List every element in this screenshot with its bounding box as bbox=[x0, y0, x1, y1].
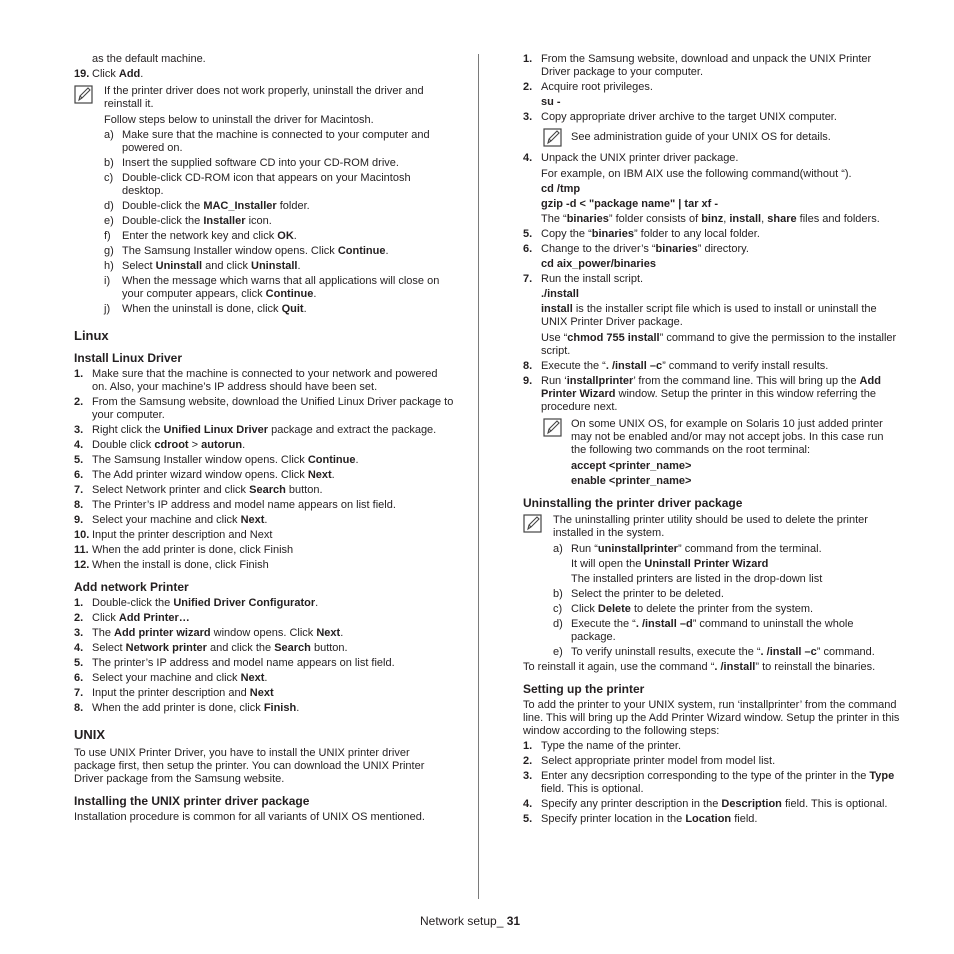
list-text: When the uninstall is done, click Quit. bbox=[122, 303, 307, 315]
uninstall-heading: Uninstalling the printer driver package bbox=[523, 496, 743, 510]
list-number: b) bbox=[104, 157, 114, 169]
list-item bbox=[74, 597, 454, 610]
list-item bbox=[74, 368, 454, 394]
list-text: Specify any printer description in the Description field. This is optional. bbox=[541, 798, 888, 810]
list-number: 4. bbox=[74, 439, 84, 451]
step-19: 19. Click Add. bbox=[74, 68, 144, 80]
list-item bbox=[74, 275, 454, 301]
list-text: Insert the supplied software CD into your CD-ROM drive. bbox=[122, 157, 399, 169]
cmd-su: su - bbox=[541, 96, 561, 108]
linux-heading: Linux bbox=[74, 328, 109, 343]
installing-unix-heading: Installing the UNIX printer driver package bbox=[74, 794, 310, 808]
list-item bbox=[74, 439, 454, 452]
unix-step-8: 8. Execute the “. /install –c” command to verify install results. bbox=[523, 360, 829, 372]
list-number: g) bbox=[104, 245, 114, 257]
list-number: i) bbox=[104, 275, 111, 287]
footer-label: Network setup_ bbox=[420, 914, 507, 928]
setup-steps bbox=[523, 740, 901, 826]
list-item bbox=[74, 484, 454, 497]
list-item bbox=[74, 672, 454, 685]
list-number: 2. bbox=[523, 755, 533, 767]
uninstall-step-a: a) Run “uninstallprinter” command from the terminal. bbox=[553, 543, 822, 555]
list-text: Double-click the Unified Driver Configurator. bbox=[92, 597, 319, 609]
network-steps bbox=[74, 597, 454, 715]
list-text: Select your machine and click Next. bbox=[92, 672, 268, 684]
unix-intro: To use UNIX Printer Driver, you have to install the UNIX printer driver package first, then setup the printer. You can download the UNIX Printer Driver package from the Samsung website. bbox=[74, 747, 425, 785]
intro-tail: as the default machine. bbox=[92, 53, 206, 65]
list-number: 12. bbox=[74, 559, 90, 571]
list-number: 6. bbox=[74, 469, 84, 481]
reinstall-text: To reinstall it again, use the command “. /install” to reinstall the binaries. bbox=[523, 661, 876, 673]
left-column bbox=[74, 53, 454, 826]
list-item bbox=[523, 740, 901, 753]
list-text: Type the name of the printer. bbox=[541, 740, 682, 752]
list-text: Select Network printer and click Search button. bbox=[92, 484, 323, 496]
cmd-cd-tmp: cd /tmp bbox=[541, 183, 581, 195]
page-footer bbox=[420, 915, 520, 928]
list-number: j) bbox=[104, 303, 111, 315]
list-number: h) bbox=[104, 260, 114, 272]
list-text: The Add printer wizard window opens. Click Next. bbox=[92, 627, 344, 639]
list-text: Select Network printer and click the Search button. bbox=[92, 642, 348, 654]
list-item bbox=[74, 469, 454, 482]
list-item bbox=[74, 157, 454, 170]
solaris-note: On some UNIX OS, for example on Solaris 10 just added printer may not be enabled and/or may not accept jobs. In this case run the following two commands on the root terminal: accept <printer_name> enable <printer_name> bbox=[523, 418, 901, 488]
list-number: e) bbox=[104, 215, 114, 227]
list-text: From the Samsung website, download the Unified Linux Driver package to your computer. bbox=[92, 396, 454, 421]
list-item bbox=[74, 200, 454, 213]
list-item bbox=[74, 627, 454, 640]
list-text: Select your machine and click Next. bbox=[92, 514, 268, 526]
cmd-accept: accept <printer_name> bbox=[571, 460, 692, 472]
list-item bbox=[74, 657, 454, 670]
install-linux-heading: Install Linux Driver bbox=[74, 351, 183, 365]
list-item bbox=[74, 129, 454, 155]
list-text: Double-click CD-ROM icon that appears on your Macintosh desktop. bbox=[122, 172, 411, 197]
list-item bbox=[74, 260, 454, 273]
list-number: c) bbox=[104, 172, 114, 184]
list-text: Specify printer location in the Location field. bbox=[541, 813, 758, 825]
list-number: 5. bbox=[74, 454, 84, 466]
page-number: 31 bbox=[506, 914, 521, 928]
list-text: When the message which warns that all applications will close on your computer appears, click Continue. bbox=[122, 275, 440, 300]
note-pencil-icon bbox=[543, 128, 563, 148]
list-text: Double click cdroot > autorun. bbox=[92, 439, 246, 451]
list-item bbox=[523, 813, 901, 826]
list-text: Double-click the MAC_Installer folder. bbox=[122, 200, 310, 212]
list-number: d) bbox=[104, 200, 114, 212]
unix-heading: UNIX bbox=[74, 727, 106, 742]
list-text: Make sure that the machine is connected to your network and powered on. Also, your machine’s IP address should have been set. bbox=[92, 368, 438, 393]
list-item bbox=[523, 798, 901, 811]
list-text: When the add printer is done, click Finish bbox=[92, 544, 294, 556]
binaries-desc: The “binaries” folder consists of binz, install, share files and folders. bbox=[541, 213, 880, 225]
list-text: Input the printer description and Next bbox=[92, 687, 274, 699]
list-number: 6. bbox=[74, 672, 84, 684]
list-number: 9. bbox=[74, 514, 84, 526]
cmd-gzip: gzip -d < "package name" | tar xf - bbox=[541, 198, 719, 210]
list-text: Make sure that the machine is connected to your computer and powered on. bbox=[122, 129, 430, 154]
list-item bbox=[74, 245, 454, 258]
cmd-cd-aix: cd aix_power/binaries bbox=[541, 258, 656, 270]
mac-uninstall-steps bbox=[74, 129, 454, 316]
list-item bbox=[74, 687, 454, 700]
list-number: 2. bbox=[74, 396, 84, 408]
list-number: 1. bbox=[74, 368, 84, 380]
admin-guide-note: See administration guide of your UNIX OS for details. bbox=[523, 128, 901, 150]
list-number: 8. bbox=[74, 499, 84, 511]
list-number: 10. bbox=[74, 529, 90, 541]
setup-intro: To add the printer to your UNIX system, run ‘installprinter’ from the command line. This will bring up the Add Printer Wizard window. Setup the printer in this window according to the following steps: bbox=[523, 699, 900, 737]
list-text: Input the printer description and Next bbox=[92, 529, 273, 541]
list-number: 7. bbox=[74, 484, 84, 496]
list-text: Enter any decsription corresponding to the type of the printer in the Type field. This is optional. bbox=[541, 770, 895, 795]
list-item bbox=[74, 215, 454, 228]
list-number: 11. bbox=[74, 544, 89, 556]
column-divider bbox=[478, 54, 479, 899]
list-number: 3. bbox=[74, 627, 84, 639]
unix-step-4: 4. Unpack the UNIX printer driver package. bbox=[523, 152, 739, 164]
list-number: f) bbox=[104, 230, 111, 242]
installing-unix-text: Installation procedure is common for all variants of UNIX OS mentioned. bbox=[74, 811, 425, 823]
list-item bbox=[523, 755, 901, 768]
uninstall-step-e: e) To verify uninstall results, execute the “. /install –c” command. bbox=[553, 646, 875, 658]
uninstall-step-c: c) Click Delete to delete the printer from the system. bbox=[553, 603, 814, 615]
list-text: Click Add Printer… bbox=[92, 612, 190, 624]
list-text: The Add printer wizard window opens. Click Next. bbox=[92, 469, 335, 481]
note-pencil-icon bbox=[74, 85, 94, 105]
note-pencil-icon bbox=[523, 514, 543, 534]
unix-step-9: 9. Run ‘installprinter’ from the command line. This will bring up the Add Printer Wizard window. Setup the printer in this window referring the procedure next. bbox=[523, 375, 881, 413]
list-item bbox=[74, 499, 454, 512]
list-number: 1. bbox=[523, 740, 533, 752]
cmd-enable: enable <printer_name> bbox=[571, 475, 692, 487]
list-text: Select Uninstall and click Uninstall. bbox=[122, 260, 301, 272]
unix-step-1: 1. From the Samsung website, download and unpack the UNIX Printer Driver package to your computer. bbox=[523, 53, 872, 78]
list-item bbox=[74, 612, 454, 625]
unix-step-6: 6. Change to the driver’s “binaries” directory. bbox=[523, 243, 749, 255]
install-desc: install is the installer script file which is used to install or uninstall the UNIX Printer Driver package. bbox=[541, 303, 877, 328]
list-item bbox=[523, 770, 901, 796]
uninstall-step-d: d) Execute the “. /install –d” command to uninstall the whole package. bbox=[553, 618, 854, 643]
list-number: 7. bbox=[74, 687, 84, 699]
unix-step-2: 2. Acquire root privileges. bbox=[523, 81, 653, 93]
unix-step-5: 5. Copy the “binaries” folder to any local folder. bbox=[523, 228, 760, 240]
cmd-install: ./install bbox=[541, 288, 579, 300]
list-item bbox=[74, 702, 454, 715]
list-text: Double-click the Installer icon. bbox=[122, 215, 272, 227]
mac-uninstall-note bbox=[74, 85, 454, 127]
setup-heading: Setting up the printer bbox=[523, 682, 645, 696]
list-text: The Printer’s IP address and model name appears on list field. bbox=[92, 499, 396, 511]
list-item bbox=[74, 642, 454, 655]
unix-step-7: 7. Run the install script. bbox=[523, 273, 644, 285]
uninstall-list: The installed printers are listed in the drop-down list bbox=[571, 573, 823, 585]
uninstall-step-b: b) Select the printer to be deleted. bbox=[553, 588, 724, 600]
list-item bbox=[74, 396, 454, 422]
list-item bbox=[74, 559, 454, 572]
list-item bbox=[74, 230, 454, 243]
list-text: The Samsung Installer window opens. Click Continue. bbox=[92, 454, 359, 466]
list-number: 5. bbox=[523, 813, 533, 825]
list-text: Select appropriate printer model from model list. bbox=[541, 755, 776, 767]
list-number: 3. bbox=[523, 770, 533, 782]
list-item bbox=[74, 303, 454, 316]
list-number: 2. bbox=[74, 612, 84, 624]
list-number: 8. bbox=[74, 702, 84, 714]
uninstall-note: The uninstalling printer utility should be used to delete the printer installed in the system. bbox=[523, 514, 901, 540]
list-item bbox=[74, 424, 454, 437]
add-network-heading: Add network Printer bbox=[74, 580, 189, 594]
list-number: 3. bbox=[74, 424, 84, 436]
list-text: Right click the Unified Linux Driver package and extract the package. bbox=[92, 424, 437, 436]
linux-steps bbox=[74, 368, 454, 572]
list-number: a) bbox=[104, 129, 114, 141]
list-item bbox=[74, 454, 454, 467]
right-column bbox=[523, 53, 901, 828]
mac-note-follow: Follow steps below to uninstall the driver for Macintosh. bbox=[104, 114, 374, 126]
list-text: When the add printer is done, click Finish. bbox=[92, 702, 300, 714]
note-pencil-icon bbox=[543, 418, 563, 438]
list-number: 5. bbox=[74, 657, 84, 669]
list-item bbox=[74, 172, 454, 198]
list-item bbox=[74, 529, 454, 542]
unix-step-3: 3. Copy appropriate driver archive to the target UNIX computer. bbox=[523, 111, 837, 123]
uninstall-open: It will open the Uninstall Printer Wizard bbox=[571, 558, 769, 570]
list-text: The printer’s IP address and model name appears on list field. bbox=[92, 657, 395, 669]
list-text: When the install is done, click Finish bbox=[92, 559, 269, 571]
list-number: 1. bbox=[74, 597, 84, 609]
list-text: The Samsung Installer window opens. Click Continue. bbox=[122, 245, 389, 257]
chmod-desc: Use “chmod 755 install” command to give the permission to the installer script. bbox=[541, 332, 897, 357]
list-number: 4. bbox=[74, 642, 84, 654]
aix-example: For example, on IBM AIX use the following command(without “). bbox=[541, 168, 852, 180]
list-item bbox=[74, 514, 454, 527]
list-item bbox=[74, 544, 454, 557]
list-text: Enter the network key and click OK. bbox=[122, 230, 297, 242]
list-number: 4. bbox=[523, 798, 533, 810]
mac-note-text: If the printer driver does not work properly, uninstall the driver and reinstall it. bbox=[104, 85, 424, 110]
